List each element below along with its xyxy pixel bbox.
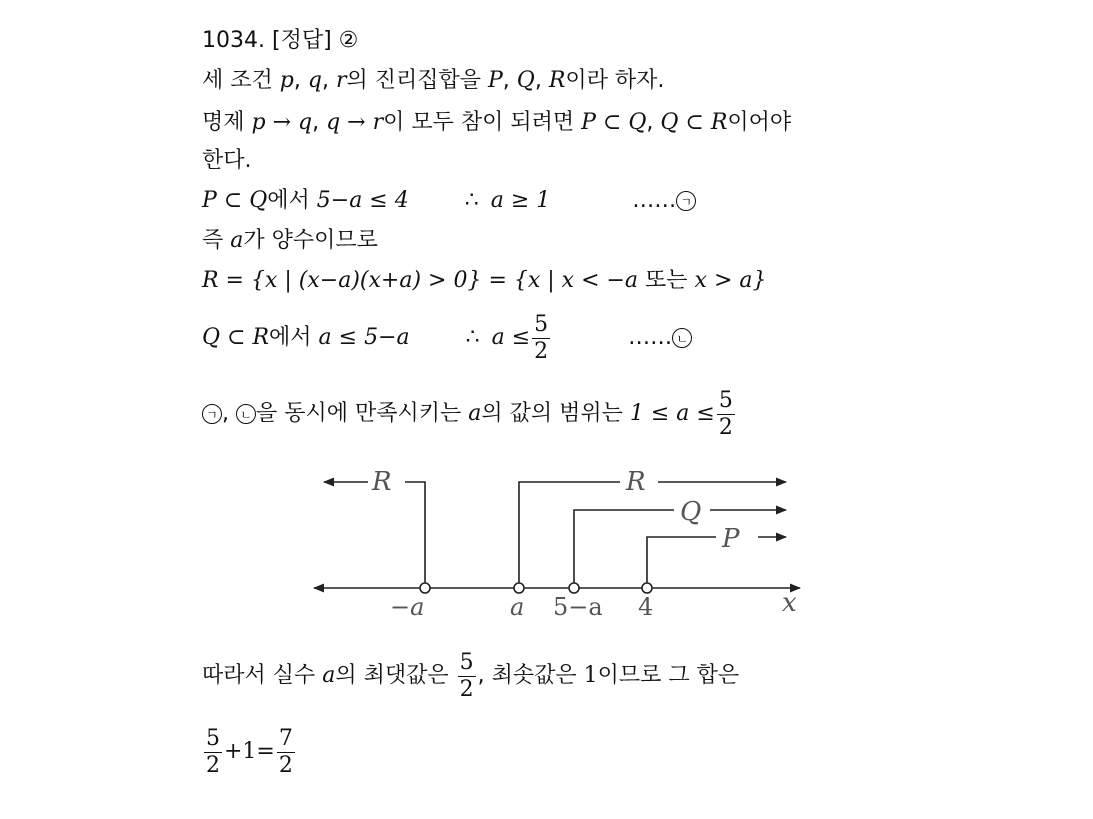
math-expr: x > a} (694, 268, 767, 293)
math-q: q (307, 68, 322, 93)
math-expr: P ⊂ Q (581, 110, 647, 135)
tick-neg-a: −a (390, 593, 425, 621)
line-set-R (202, 266, 767, 296)
text: 이 모두 참이 되려면 (383, 110, 582, 135)
fraction-numerator: 5 (459, 649, 474, 675)
math-expr: p → q (251, 110, 313, 135)
answer-mark: ② (338, 28, 359, 53)
fraction-numerator: 5 (718, 387, 733, 413)
therefore-symbol: ∴ (464, 188, 479, 213)
math-expr: Q ⊂ R (202, 325, 270, 350)
text: 즉 (202, 228, 231, 253)
fraction (532, 312, 550, 365)
ellipsis: …… (628, 325, 673, 350)
line-max-min (202, 648, 739, 704)
math-expr: a ≥ 1 (490, 188, 551, 213)
region-Q-bracket (574, 510, 674, 588)
text: , 최솟값은 (477, 663, 584, 688)
math-a: a (468, 401, 482, 426)
text: 명제 (202, 110, 252, 135)
point-neg-a (420, 583, 430, 593)
fraction-denominator: 2 (534, 338, 549, 364)
line-condition-1 (202, 186, 696, 216)
answer-label: [정답] (271, 28, 332, 53)
fraction (204, 726, 222, 779)
line-sum (202, 724, 297, 780)
fraction (458, 650, 476, 703)
comma: , (312, 110, 327, 135)
math-expr: R = {x | (x−a)(x+a) > 0} = {x | x < −a (202, 268, 639, 293)
line-propositions (202, 108, 791, 138)
text: 따라서 실수 (202, 663, 323, 688)
comma: , (321, 68, 336, 93)
region-P-bracket (647, 537, 716, 588)
fraction (717, 388, 735, 441)
math-expr: 5−a ≤ 4 (316, 188, 409, 213)
math-R: R (548, 68, 566, 93)
math-expr: a ≤ (491, 325, 531, 350)
fraction-denominator: 2 (718, 414, 733, 440)
math-r: r (335, 68, 347, 93)
fraction-denominator: 2 (206, 752, 220, 778)
fraction (277, 726, 295, 779)
text: 이므로 그 합은 (597, 663, 740, 688)
text: 의 최댓값은 (335, 663, 456, 688)
fraction-denominator: 2 (278, 752, 293, 778)
math-expr: 1 ≤ a ≤ (629, 401, 715, 426)
fraction-numerator: 7 (278, 725, 293, 751)
math-p: p (279, 68, 294, 93)
fraction-denominator: 2 (459, 676, 474, 702)
point-4 (642, 583, 652, 593)
ellipsis: …… (632, 188, 677, 213)
circled-mark-1: ㄱ (202, 404, 222, 424)
label-x: x (782, 588, 797, 618)
text: 이어야 (727, 110, 792, 135)
region-R-right-bracket (519, 482, 620, 588)
fraction-numerator: 5 (206, 725, 220, 751)
math-expr: Q ⊂ R (660, 110, 728, 135)
math-expr: a ≤ 5−a (318, 325, 410, 350)
tick-a: a (510, 593, 525, 621)
label-R-right: R (626, 467, 646, 497)
line-range (202, 386, 737, 442)
text: 세 조건 (202, 68, 280, 93)
point-5-minus-a (569, 583, 579, 593)
circled-mark-1: ㄱ (676, 191, 696, 211)
problem-header (202, 26, 358, 56)
line-continuation (202, 146, 252, 176)
math-expr: q → r (326, 110, 384, 135)
tick-4: 4 (638, 593, 654, 621)
comma: , (293, 68, 308, 93)
label-R-left: R (372, 467, 392, 497)
text: 에서 (267, 188, 317, 213)
label-P: P (722, 524, 740, 554)
label-Q: Q (680, 497, 702, 527)
circled-mark-2: ㄴ (236, 404, 256, 424)
number-line-diagram (300, 460, 820, 630)
line-positive (202, 226, 378, 256)
text: 에서 (269, 325, 319, 350)
fraction-numerator: 5 (534, 311, 549, 337)
text: 이라 하자. (565, 68, 665, 93)
math-expr: +1= (224, 739, 275, 764)
therefore-symbol: ∴ (465, 325, 480, 350)
math-expr: P ⊂ Q (202, 188, 268, 213)
point-a (514, 583, 524, 593)
text: 한다. (202, 148, 252, 173)
region-R-left-bracket (405, 482, 425, 588)
tick-5-minus-a: 5−a (553, 593, 603, 621)
text: 의 값의 범위는 (481, 401, 630, 426)
text: 가 양수이므로 (243, 228, 378, 253)
circled-mark-2: ㄴ (672, 328, 692, 348)
text: 또는 (638, 268, 695, 293)
line-truth-sets (202, 66, 664, 96)
math-Q: Q (516, 68, 535, 93)
math-P: P (487, 68, 503, 93)
comma: , (646, 110, 661, 135)
comma: , (534, 68, 549, 93)
text: 을 동시에 만족시키는 (256, 401, 469, 426)
text: 의 진리집합을 (346, 68, 488, 93)
math-one: 1 (583, 663, 598, 688)
problem-number: 1034. (202, 28, 265, 53)
comma: , (502, 68, 517, 93)
math-a: a (230, 228, 244, 253)
math-a: a (322, 663, 336, 688)
comma: , (222, 401, 236, 426)
line-condition-2 (202, 310, 692, 366)
